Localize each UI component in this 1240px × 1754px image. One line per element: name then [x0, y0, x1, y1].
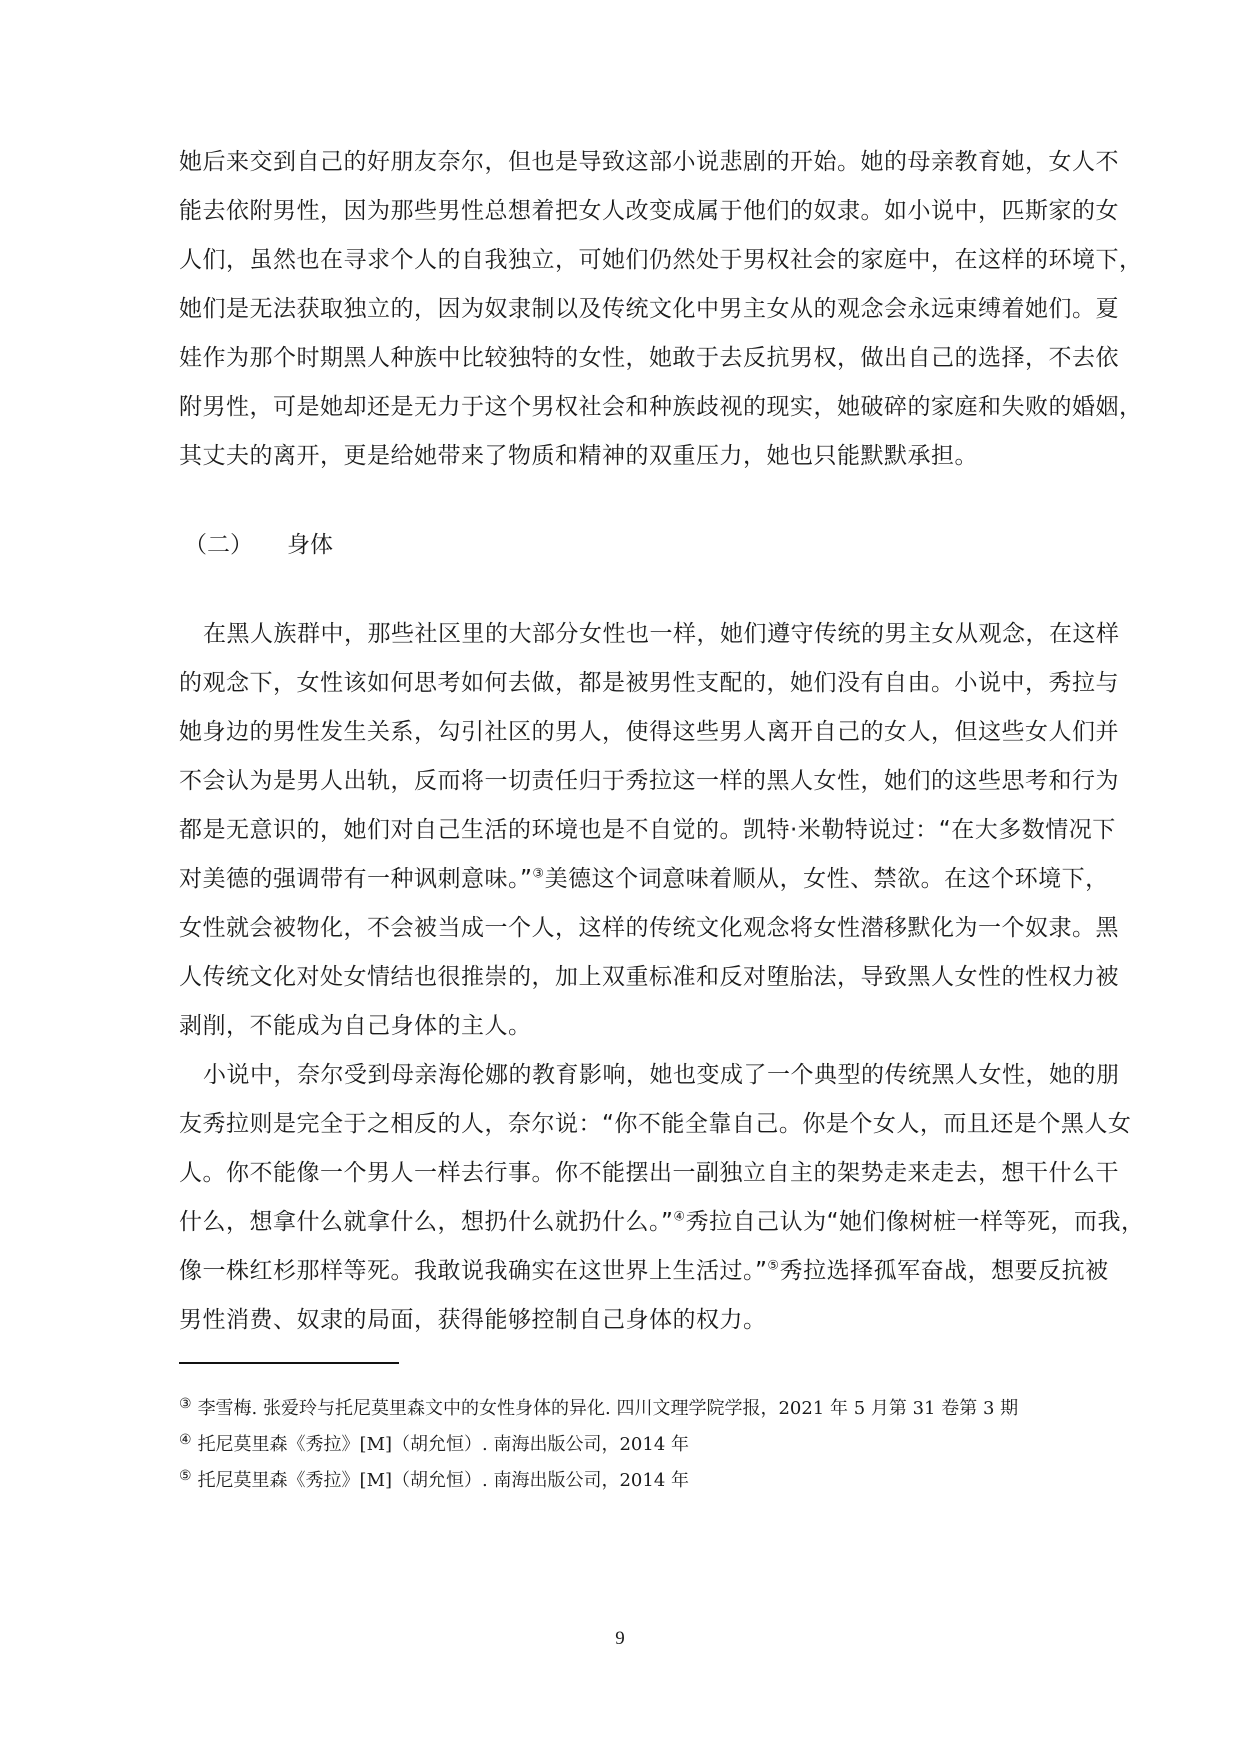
- text-line: [179, 864, 1109, 894]
- text-line: 她后来交到自己的好朋友奈尔，但也是导致这部小说悲剧的开始。她的母亲教育她，女人不: [179, 149, 1119, 175]
- text-line: 其丈夫的离开，更是给她带来了物质和精神的双重压力，她也只能默默承担。: [179, 443, 978, 469]
- footnote: [179, 1464, 689, 1493]
- footnote-text: 托尼莫里森《秀拉》[M]（胡允恒）. 南海出版公司，2014 年: [197, 1470, 690, 1491]
- page-number: 9: [615, 1628, 625, 1649]
- text-line: 人。你不能像一个男人一样去行事。你不能摆出一副独立自主的架势走来走去，想干什么干: [179, 1160, 1119, 1186]
- footnote-ref[interactable]: ⑤: [767, 1258, 780, 1274]
- text-line: 人们，虽然也在寻求个人的自我独立，可她们仍然处于男权社会的家庭中，在这样的环境下，: [179, 247, 1143, 273]
- text-fragment: 什么，想拿什么就拿什么，想扔什么就扔什么。”: [179, 1209, 674, 1235]
- text-line: 在黑人族群中，那些社区里的大部分女性也一样，她们遵守传统的男主女从观念，在这样: [203, 621, 1120, 647]
- text-fragment: 秀拉自己认为“她们像树桩一样等死，而我，: [685, 1209, 1145, 1235]
- text-fragment: 对美德的强调带有一种讽刺意味。”: [179, 866, 533, 892]
- footnote-text: 托尼莫里森《秀拉》[M]（胡允恒）. 南海出版公司，2014 年: [197, 1434, 690, 1455]
- footnote-text: 李雪梅. 张爱玲与托尼莫里森文中的女性身体的异化. 四川文理学院学报，2021 年 5 月第 31 卷第 3 期: [197, 1398, 1019, 1419]
- footnote-ref[interactable]: ③: [532, 866, 545, 882]
- text-fragment: 像一株红杉那样等死。我敢说我确实在这世界上生活过。”: [179, 1258, 768, 1284]
- text-line: 她身边的男性发生关系，勾引社区的男人，使得这些男人离开自己的女人，但这些女人们并: [179, 719, 1119, 745]
- text-line: 剥削，不能成为自己身体的主人。: [179, 1013, 532, 1039]
- text-line: 人传统文化对处女情结也很推崇的，加上双重标准和反对堕胎法，导致黑人女性的性权力被: [179, 964, 1119, 990]
- section-title: 身体: [287, 532, 333, 558]
- text-line: 友秀拉则是完全于之相反的人，奈尔说：“你不能全靠自己。你是个女人，而且还是个黑人女: [179, 1111, 1132, 1137]
- footnote-separator: [179, 1362, 399, 1364]
- text-line: 小说中，奈尔受到母亲海伦娜的教育影响，她也变成了一个典型的传统黑人女性，她的朋: [203, 1062, 1120, 1088]
- text-line: 能去依附男性，因为那些男性总想着把女人改变成属于他们的奴隶。如小说中，匹斯家的女: [179, 198, 1119, 224]
- footnote: [179, 1428, 689, 1457]
- text-line: 附男性，可是她却还是无力于这个男权社会和种族歧视的现实，她破碎的家庭和失败的婚姻，: [179, 394, 1143, 420]
- text-line: 女性就会被物化，不会被当成一个人，这样的传统文化观念将女性潜移默化为一个奴隶。黑: [179, 915, 1119, 941]
- footnote-ref[interactable]: ④: [673, 1209, 686, 1225]
- section-number: （二）: [184, 532, 253, 558]
- text-line: 娃作为那个时期黑人种族中比较独特的女性，她敢于去反抗男权，做出自己的选择，不去依: [179, 345, 1119, 371]
- footnote-mark: ④: [179, 1432, 192, 1448]
- text-line: 男性消费、奴隶的局面，获得能够控制自己身体的权力。: [179, 1307, 767, 1333]
- text-line: 不会认为是男人出轨，反而将一切责任归于秀拉这一样的黑人女性，她们的这些思考和行为: [179, 768, 1119, 794]
- footnote: [179, 1392, 1018, 1421]
- footnote-mark: ③: [179, 1396, 192, 1412]
- text-line: 她们是无法获取独立的，因为奴隶制以及传统文化中男主女从的观念会永远束缚着她们。夏: [179, 296, 1119, 322]
- text-line: 的观念下，女性该如何思考如何去做，都是被男性支配的，她们没有自由。小说中，秀拉与: [179, 670, 1119, 696]
- footnote-mark: ⑤: [179, 1468, 192, 1484]
- section-heading: [184, 530, 333, 560]
- text-fragment: 秀拉选择孤军奋战，想要反抗被: [779, 1258, 1109, 1284]
- text-fragment: 美德这个词意味着顺从，女性、禁欲。在这个环境下，: [544, 866, 1109, 892]
- text-line: [179, 1256, 1109, 1286]
- text-line: [179, 1207, 1145, 1237]
- text-line: 都是无意识的，她们对自己生活的环境也是不自觉的。凯特·米勒特说过：“在大多数情况下: [179, 817, 1116, 843]
